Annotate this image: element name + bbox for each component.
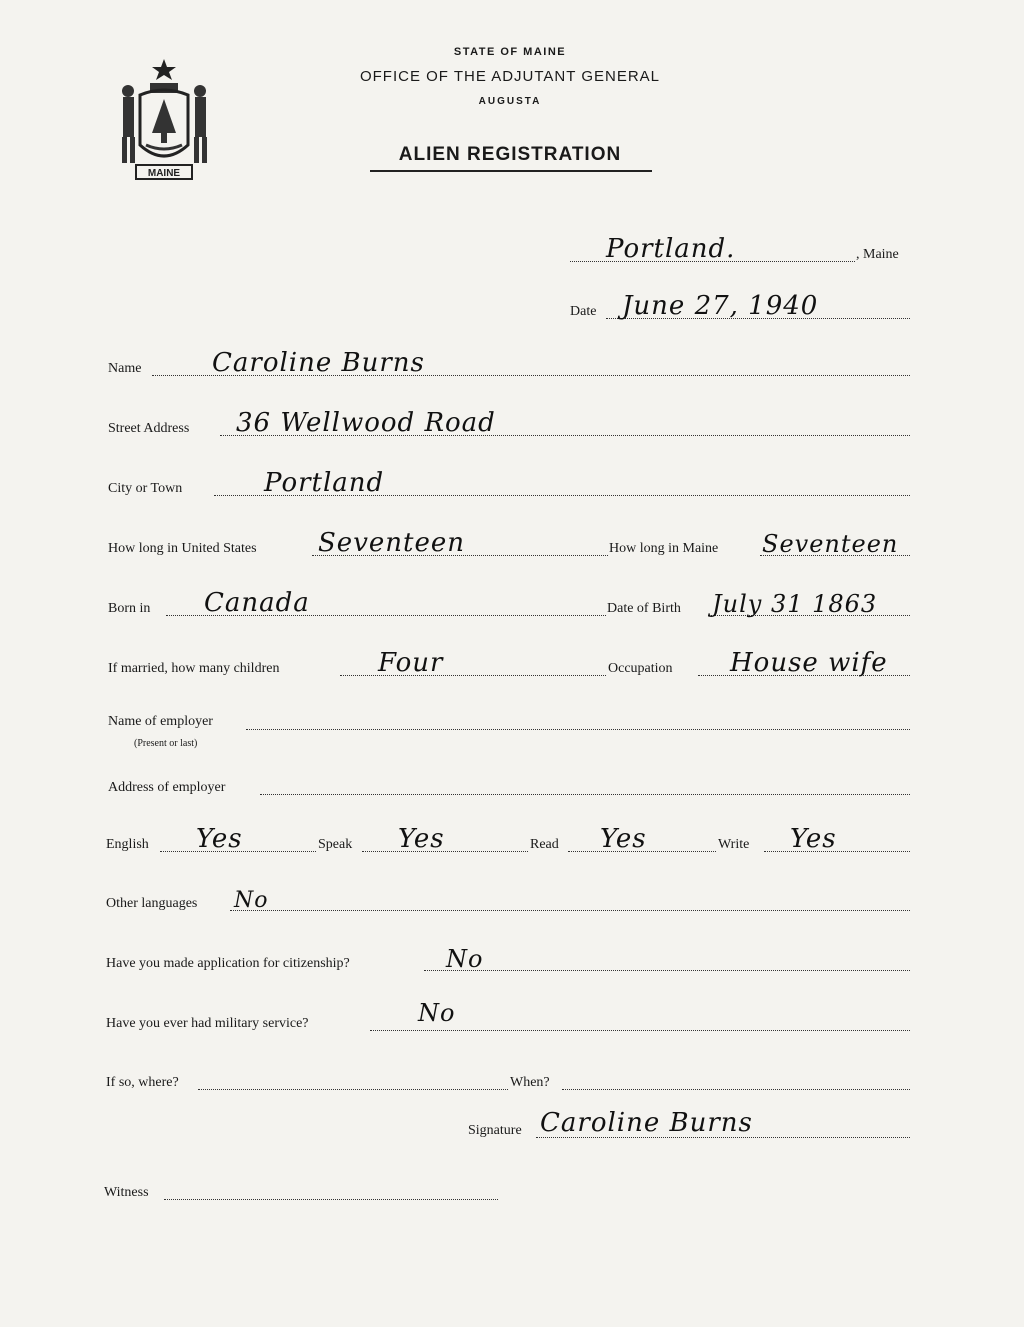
- signature-row: [0, 1108, 1024, 1142]
- when-label: When?: [510, 1075, 550, 1090]
- service-detail-row: [0, 1060, 1024, 1094]
- name-value: Caroline Burns: [212, 348, 425, 378]
- born-in-label: Born in: [108, 601, 151, 616]
- title-underline: [370, 170, 652, 172]
- employer-address-label: Address of employer: [108, 780, 226, 795]
- witness-label: Witness: [104, 1185, 149, 1200]
- employer-name-sublabel: (Present or last): [134, 738, 198, 749]
- place-value: Portland.: [606, 234, 736, 264]
- signature-value: Caroline Burns: [540, 1108, 753, 1138]
- place-row: [0, 232, 1024, 266]
- maine-label: , Maine: [856, 247, 899, 262]
- birth-row: [0, 586, 1024, 620]
- children-row: [0, 646, 1024, 680]
- write-label: Write: [718, 837, 750, 852]
- date-value: June 27, 1940: [622, 291, 819, 321]
- how-long-maine-label: How long in Maine: [609, 541, 719, 556]
- employer-name-row: [0, 706, 1024, 749]
- english-value: Yes: [196, 824, 243, 854]
- children-label: If married, how many children: [108, 661, 280, 676]
- svg-text:MAINE: MAINE: [147, 168, 181, 179]
- english-label: English: [106, 837, 149, 852]
- name-row: [0, 346, 1024, 380]
- children-value: Four: [378, 648, 444, 678]
- occupation-label: Occupation: [608, 661, 673, 676]
- header-office: OFFICE OF THE ADJUTANT GENERAL: [359, 68, 661, 85]
- name-label: Name: [108, 361, 142, 376]
- employer-address-row: [0, 765, 1024, 799]
- read-label: Read: [530, 837, 559, 852]
- residence-row: [0, 526, 1024, 560]
- read-value: Yes: [600, 824, 647, 854]
- state-seal-icon: [110, 55, 218, 183]
- how-long-maine-value: Seventeen: [762, 530, 899, 558]
- street-address-label: Street Address: [108, 421, 190, 436]
- date-row: [0, 289, 1024, 323]
- how-long-us-value: Seventeen: [318, 528, 465, 558]
- date-label: Date: [570, 304, 597, 319]
- military-row: [0, 1001, 1024, 1035]
- write-value: Yes: [790, 824, 837, 854]
- employer-name-label: Name of employer: [108, 714, 213, 729]
- citizenship-label: Have you made application for citizenship?: [106, 956, 350, 971]
- header-state: STATE OF MAINE: [453, 46, 567, 58]
- date-of-birth-label: Date of Birth: [607, 601, 681, 616]
- street-address-row: [0, 406, 1024, 440]
- city-row: [0, 466, 1024, 500]
- occupation-value: House wife: [730, 648, 888, 678]
- other-languages-value: No: [234, 888, 269, 913]
- born-in-value: Canada: [204, 588, 310, 618]
- military-label: Have you ever had military service?: [106, 1016, 309, 1031]
- date-of-birth-value: July 31 1863: [712, 590, 878, 618]
- english-row: [0, 822, 1024, 856]
- form-title: ALIEN REGISTRATION: [398, 144, 622, 165]
- header-city: AUGUSTA: [478, 96, 542, 107]
- citizenship-row: [0, 941, 1024, 975]
- city-value: Portland: [264, 468, 385, 498]
- city-label: City or Town: [108, 481, 183, 496]
- military-value: No: [418, 999, 456, 1027]
- if-so-where-label: If so, where?: [106, 1075, 179, 1090]
- signature-label: Signature: [468, 1123, 522, 1138]
- speak-value: Yes: [398, 824, 445, 854]
- speak-label: Speak: [318, 837, 353, 852]
- other-languages-row: [0, 881, 1024, 915]
- street-address-value: 36 Wellwood Road: [236, 408, 496, 438]
- other-languages-label: Other languages: [106, 896, 198, 911]
- witness-row: [0, 1170, 1024, 1204]
- citizenship-value: No: [446, 945, 484, 973]
- how-long-us-label: How long in United States: [108, 541, 257, 556]
